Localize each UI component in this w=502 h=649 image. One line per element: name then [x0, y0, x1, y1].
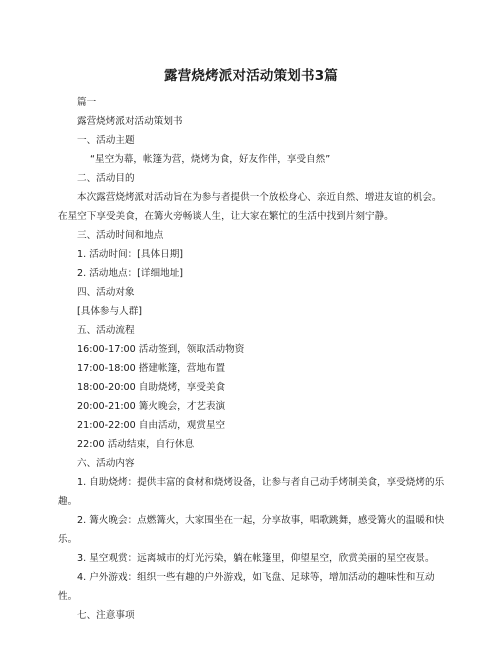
- plan-heading: 露营烧烤派对活动策划书: [77, 116, 183, 127]
- schedule-item: 18:00-20:00 自助烧烤，享受美食: [77, 382, 226, 393]
- content-item: 3. 星空观赏：远离城市的灯光污染，躺在帐篷里，仰望星空，欣赏美丽的星空夜景。: [77, 553, 435, 564]
- event-time: 1. 活动时间：[具体日期]: [77, 249, 184, 260]
- heading-purpose: 二、活动目的: [77, 173, 135, 184]
- heading-content: 六、活动内容: [77, 458, 135, 469]
- theme-slogan: “星空为幕，帐篷为营，烧烤为食，好友作伴，享受自然”: [90, 154, 331, 165]
- heading-theme: 一、活动主题: [77, 135, 135, 146]
- content-item: 2. 篝火晚会：点燃篝火，大家围坐在一起，分享故事，唱歌跳舞，感受篝火的温暖和快乐。: [58, 515, 445, 545]
- event-place: 2. 活动地点：[详细地址]: [77, 268, 184, 279]
- schedule-item: 20:00-21:00 篝火晚会，才艺表演: [77, 401, 226, 412]
- heading-schedule: 五、活动流程: [77, 325, 135, 336]
- heading-time-place: 三、活动时间和地点: [77, 230, 164, 241]
- content-item: 1. 自助烧烤：提供丰富的食材和烧烤设备，让参与者自己动手烤制美食，享受烧烤的乐趣。: [58, 477, 445, 507]
- content-item: 4. 户外游戏：组织一些有趣的户外游戏，如飞盘、足球等，增加活动的趣味性和互动性。: [58, 572, 435, 602]
- purpose-text: 本次露营烧烤派对活动旨在为参与者提供一个放松身心、亲近自然、增进友谊的机会。在星空下享受美食，在篝火旁畅谈人生，让大家在繁忙的生活中找到片刻宁静。: [58, 192, 442, 222]
- schedule-item: 17:00-18:00 搭建帐篷，营地布置: [77, 363, 226, 374]
- audience-text: [具体参与人群]: [77, 306, 143, 317]
- schedule-item: 21:00-22:00 自由活动，观赏星空: [77, 420, 226, 431]
- schedule-item: 16:00-17:00 活动签到，领取活动物资: [77, 344, 245, 355]
- schedule-item: 22:00 活动结束，自行休息: [77, 439, 195, 450]
- heading-notes: 七、注意事项: [77, 610, 135, 621]
- section-label: 篇一: [77, 97, 97, 108]
- document-title: 露营烧烤派对活动策划书3篇: [164, 68, 338, 84]
- document-body: [58, 93, 446, 625]
- heading-audience: 四、活动对象: [77, 287, 135, 298]
